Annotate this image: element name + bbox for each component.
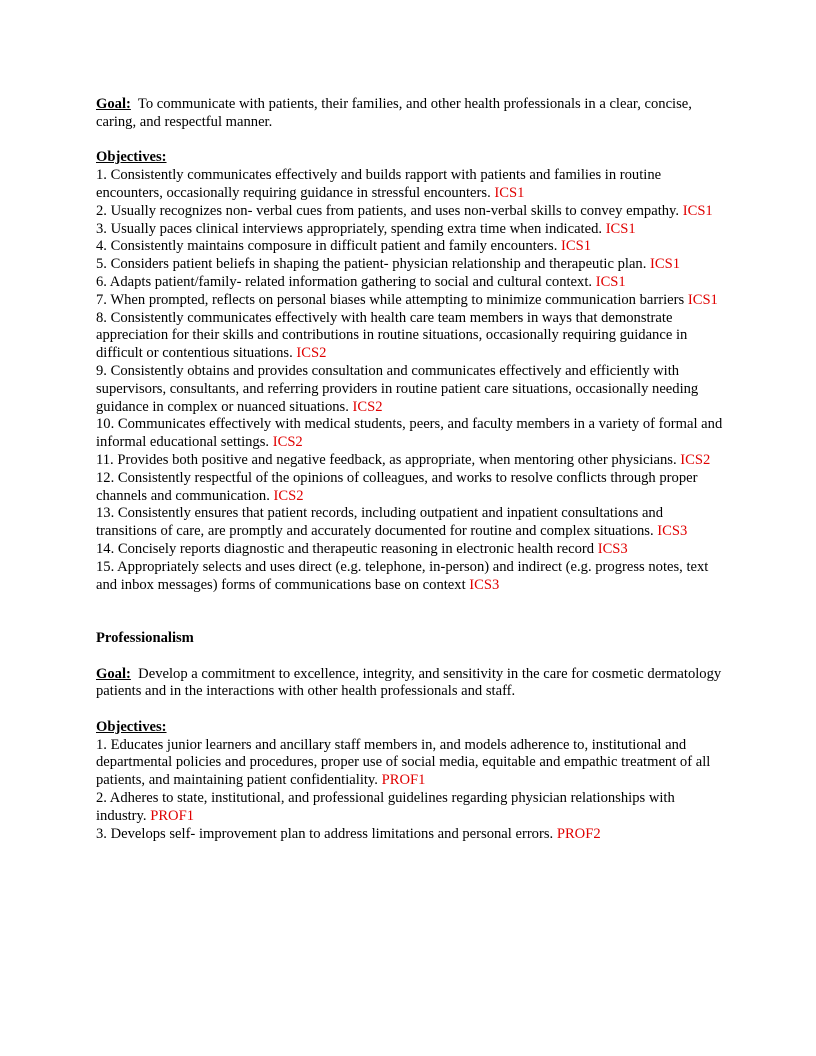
- prof-objective: [96, 737, 726, 790]
- ics-objective: [96, 274, 726, 292]
- objective-text: 1. Consistently communicates effectively and builds rapport with patients and families in routine encounters, occasionally requiring guidance in stressful encounters.: [96, 167, 662, 201]
- objective-text: 10. Communicates effectively with medical students, peers, and faculty members in a variety of formal and informal educational settings.: [96, 416, 723, 451]
- competency-code: ICS3: [469, 576, 500, 593]
- prof-objectives-list: [96, 737, 726, 844]
- ics-objective: [96, 310, 726, 363]
- ics-objective: [96, 292, 726, 310]
- ics-objectives-label-line: [96, 149, 726, 167]
- objective-text: 2. Usually recognizes non- verbal cues from patients, and uses non-verbal skills to convey empathy.: [96, 202, 680, 219]
- objective-text: 3. Usually paces clinical interviews appropriately, spending extra time when indicated.: [96, 220, 603, 237]
- objective-text: 7. When prompted, reflects on personal biases while attempting to minimize communication barriers: [96, 291, 685, 308]
- ics-objective: [96, 238, 726, 256]
- competency-code: ICS2: [296, 345, 327, 362]
- ics-objective: [96, 221, 726, 239]
- competency-code: ICS1: [605, 220, 636, 237]
- competency-code: ICS2: [272, 434, 303, 451]
- ics-objective: [96, 452, 726, 470]
- objective-text: 6. Adapts patient/family- related information gathering to social and cultural context.: [96, 273, 593, 290]
- competency-code: ICS1: [682, 202, 713, 219]
- competency-code: ICS1: [494, 184, 525, 201]
- objective-text: 14. Concisely reports diagnostic and therapeutic reasoning in electronic health record: [96, 540, 595, 557]
- competency-code: PROF1: [150, 807, 195, 824]
- competency-code: ICS2: [680, 451, 711, 468]
- objective-text: 13. Consistently ensures that patient records, including outpatient and inpatient consultations and transitions of care, are promptly and accurately documented for routine and complex situations.: [96, 505, 664, 540]
- ics-objective: [96, 363, 726, 416]
- ics-goal: [96, 96, 726, 132]
- ics-objective: [96, 416, 726, 452]
- prof-objective: [96, 826, 726, 844]
- ics-objective: [96, 541, 726, 559]
- objective-text: 8. Consistently communicates effectively with health care team members in ways that demonstrate appreciation for their skills and contributions in routine situations, occasionally requiring guidance in difficult or contentious situations.: [96, 309, 688, 362]
- competency-code: ICS3: [657, 523, 688, 540]
- prof-objective: [96, 790, 726, 826]
- ics-objective: [96, 470, 726, 506]
- objective-text: 4. Consistently maintains composure in difficult patient and family encounters.: [96, 238, 558, 255]
- prof-objectives-label: Objectives:: [96, 718, 167, 735]
- objective-text: 11. Provides both positive and negative feedback, as appropriate, when mentoring other physicians.: [96, 451, 677, 468]
- competency-code: ICS2: [273, 487, 304, 504]
- prof-objectives-label-line: [96, 719, 726, 737]
- objective-text: 12. Consistently respectful of the opinions of colleagues, and works to resolve conflicts through proper channels and communication.: [96, 469, 698, 504]
- competency-code: ICS1: [687, 291, 718, 308]
- ics-objective: [96, 559, 726, 595]
- section-heading-professionalism: Professionalism: [96, 629, 194, 646]
- ics-objective: [96, 505, 726, 541]
- ics-objective: [96, 167, 726, 203]
- prof-goal-label: Goal:: [96, 665, 131, 682]
- objective-text: 9. Consistently obtains and provides consultation and communicates effectively and efficiently with supervisors, consultants, and referring providers in routine patient care situations, occasionally needing guidance in complex or nuanced situations.: [96, 362, 699, 415]
- competency-code: PROF1: [381, 772, 426, 789]
- objective-text: 1. Educates junior learners and ancillary staff members in, and models adherence to, institutional and departmental policies and procedures, proper use of social media, equitable and empathic treatment of all patients, and maintaining patient confidentiality.: [96, 736, 711, 789]
- objective-text: 3. Develops self- improvement plan to address limitations and personal errors.: [96, 825, 554, 842]
- competency-code: ICS3: [597, 540, 628, 557]
- ics-objective: [96, 256, 726, 274]
- competency-code: ICS2: [352, 398, 383, 415]
- objective-text: 5. Considers patient beliefs in shaping the patient- physician relationship and therapeutic plan.: [96, 256, 647, 273]
- ics-objectives-label: Objectives:: [96, 149, 167, 166]
- ics-goal-text: To communicate with patients, their families, and other health professionals in a clear, concise, caring, and respectful manner.: [96, 96, 692, 130]
- objective-text: 15. Appropriately selects and uses direct (e.g. telephone, in-person) and indirect (e.g. progress notes, text and inbox messages) forms of communications base on context: [96, 558, 709, 593]
- prof-goal-text: Develop a commitment to excellence, integrity, and sensitivity in the care for cosmetic dermatology patients and in the interactions with other health professionals and staff.: [96, 665, 722, 700]
- competency-code: ICS1: [650, 256, 681, 273]
- document-page: [96, 96, 726, 843]
- ics-objective: [96, 203, 726, 221]
- objective-text: 2. Adheres to state, institutional, and professional guidelines regarding physician relationships with industry.: [96, 790, 675, 824]
- competency-code: ICS1: [561, 238, 592, 255]
- ics-objectives-list: [96, 167, 726, 594]
- ics-goal-label: Goal:: [96, 96, 131, 112]
- competency-code: ICS1: [595, 273, 626, 290]
- competency-code: PROF2: [556, 825, 601, 842]
- prof-goal: [96, 666, 726, 702]
